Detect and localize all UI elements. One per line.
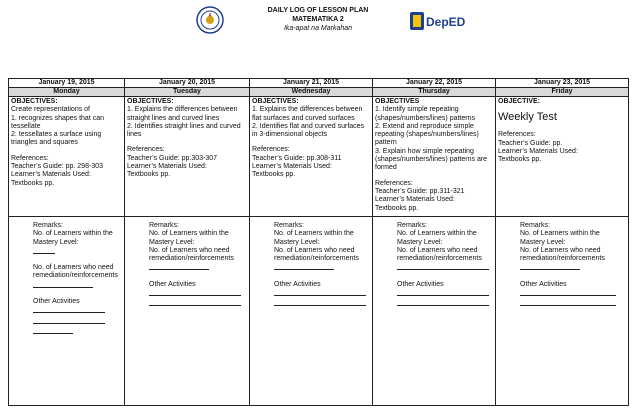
- mastery-label: No. of Learners within the Mastery Level:: [149, 230, 229, 246]
- reference-item: Textbooks pp.: [127, 171, 171, 179]
- date-row: [9, 79, 629, 88]
- references-heading: References:: [127, 146, 165, 154]
- objective-item: 1. recognizes shapes that can tessellate: [11, 114, 105, 130]
- remarks-label: Remarks:: [397, 222, 427, 229]
- references-heading: References:: [11, 154, 49, 162]
- reference-item: Learner’s Materials Used:: [11, 171, 91, 179]
- objective-item: Create representations of: [11, 106, 90, 114]
- remarks-label: Remarks:: [33, 222, 63, 229]
- remarks-row: [9, 217, 629, 406]
- reference-item: Learner’s Materials Used:: [252, 163, 332, 171]
- document-title: DAILY LOG OF LESSON PLAN: [267, 7, 369, 14]
- title-block: [230, 6, 406, 33]
- objective-item: 2. Identifies straight lines and curved lines: [127, 122, 241, 139]
- mastery-label: No. of Learners within the Mastery Level:: [520, 230, 600, 246]
- remediation-label: No. of Learners who need remediation/reinforcements: [397, 246, 482, 263]
- blank-line: [520, 289, 616, 296]
- date-cell: January 19, 2015: [9, 79, 125, 88]
- objectives-cell: [250, 97, 373, 217]
- remarks-cell: [373, 217, 496, 406]
- other-activities-label: Other Activities: [520, 280, 567, 288]
- remediation-label: No. of Learners who need remediation/reinforcements: [520, 246, 605, 263]
- day-cell: Wednesday: [250, 88, 373, 97]
- remediation-label: No. of Learners who need remediation/reinforcements: [149, 246, 234, 263]
- blank-line: [274, 289, 366, 296]
- date-cell: January 21, 2015: [250, 79, 373, 88]
- remediation-label: No. of Learners who need remediation/reinforcements: [274, 246, 359, 263]
- reference-item: Teacher’s Guide: pp.311-321: [375, 187, 465, 195]
- objective-item: 2. Identifies flat and curved surfaces in 3-dimensional objects: [252, 122, 365, 139]
- blank-line: [397, 263, 489, 270]
- remarks-label: Remarks:: [520, 222, 550, 229]
- mastery-label: No. of Learners within the Mastery Level:: [33, 230, 113, 246]
- other-activities-label: Other Activities: [149, 280, 196, 288]
- reference-item: Teacher’s Guide: pp.: [498, 139, 563, 147]
- objectives-heading: OBJECTIVES:: [11, 98, 58, 105]
- deped-seal-icon: [196, 6, 224, 34]
- remarks-cell: [9, 217, 125, 406]
- blank-line: [397, 299, 489, 306]
- other-activities-label: Other Activities: [274, 280, 321, 288]
- quarter-label: Ika-apat na Markahan: [283, 25, 353, 32]
- reference-item: Learner’s Materials Used:: [127, 163, 207, 171]
- objectives-cell: [125, 97, 250, 217]
- objectives-cell: [496, 97, 629, 217]
- remarks-cell: [125, 217, 250, 406]
- objectives-cell: [373, 97, 496, 217]
- objective-item: 1. Explains the differences between straight lines and curved lines: [127, 106, 238, 122]
- remarks-label: Remarks:: [149, 222, 179, 229]
- references-heading: References:: [375, 179, 413, 187]
- blank-line: [33, 247, 55, 254]
- objective-item: 2. Extend and reproduce simple repeating (shapes/numbers/lines) pattern: [375, 122, 479, 147]
- reference-item: Textbooks pp.: [11, 179, 55, 187]
- reference-item: Textbooks pp.: [375, 204, 419, 212]
- date-cell: January 20, 2015: [125, 79, 250, 88]
- objective-item: Weekly Test: [498, 111, 557, 124]
- day-cell: Thursday: [373, 88, 496, 97]
- blank-line: [149, 263, 209, 270]
- remarks-cell: [250, 217, 373, 406]
- day-cell: Monday: [9, 88, 125, 97]
- objective-item: 1. Explains the differences between flat surfaces and curved surfaces: [252, 106, 363, 122]
- reference-item: Teacher’s Guide: pp.308-311: [252, 154, 342, 162]
- day-row: [9, 88, 629, 97]
- blank-line: [274, 299, 366, 306]
- blank-line: [33, 317, 105, 324]
- remarks-cell: [496, 217, 629, 406]
- blank-line: [520, 299, 616, 306]
- objective-item: 2. tessellates a surface using triangles and squares: [11, 131, 102, 147]
- reference-item: Teacher’s Guide: pp. 298-303: [11, 163, 103, 171]
- blank-line: [149, 289, 241, 296]
- deped-logo-icon: [410, 8, 466, 34]
- blank-line: [397, 289, 489, 296]
- other-activities-label: Other Activities: [397, 280, 444, 288]
- other-activities-label: Other Activities: [33, 298, 80, 306]
- objectives-heading: OBJECTIVES:: [252, 98, 299, 105]
- deped-logo-text: DepED: [426, 15, 466, 29]
- reference-item: Textbooks pp.: [252, 171, 296, 179]
- date-cell: January 23, 2015: [496, 79, 629, 88]
- reference-item: Learner’s Materials Used:: [375, 196, 455, 204]
- blank-line: [520, 263, 580, 270]
- subject-name: MATEMATIKA 2: [292, 16, 344, 23]
- day-cell: Friday: [496, 88, 629, 97]
- objectives-cell: [9, 97, 125, 217]
- reference-item: Teacher’s Guide: pp.303-307: [127, 154, 218, 162]
- objectives-heading: OBJECTIVES:: [127, 98, 174, 105]
- blank-line: [149, 299, 241, 306]
- remarks-label: Remarks:: [274, 222, 304, 229]
- mastery-label: No. of Learners within the Mastery Level:: [274, 230, 354, 246]
- blank-line: [33, 327, 73, 334]
- references-heading: References:: [252, 146, 290, 154]
- objectives-row: [9, 97, 629, 217]
- blank-line: [33, 281, 93, 288]
- objectives-heading: OBJECTIVE:: [498, 98, 541, 105]
- mastery-label: No. of Learners within the Mastery Level:: [397, 230, 477, 246]
- references-heading: References:: [498, 131, 536, 139]
- objective-item: 3. Explain how simple repeating (shapes/numbers/lines) patterns are formed: [375, 147, 488, 172]
- day-cell: Tuesday: [125, 88, 250, 97]
- document-header: [0, 0, 638, 70]
- remediation-label: No. of Learners who need remediation/reinforcements: [33, 264, 118, 280]
- objective-item: 1. Identify simple repeating (shapes/numbers/lines) patterns: [375, 106, 475, 122]
- reference-item: Textbooks pp.: [498, 156, 542, 164]
- blank-line: [33, 306, 105, 313]
- blank-line: [274, 263, 334, 270]
- date-cell: January 22, 2015: [373, 79, 496, 88]
- objectives-heading: OBJECTIVES: [375, 98, 420, 105]
- reference-item: Learner’s Materials Used:: [498, 147, 578, 155]
- lesson-log-table: [8, 78, 629, 406]
